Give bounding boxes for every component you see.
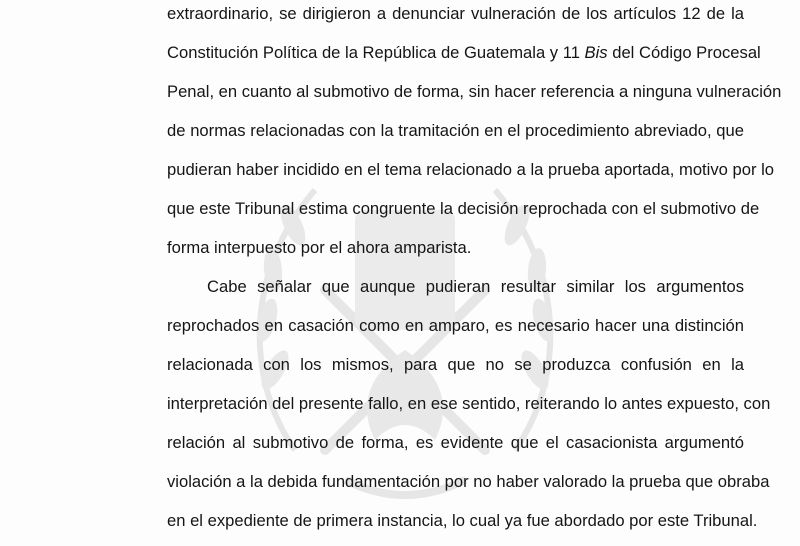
paragraph-1-line-2 <box>167 42 761 64</box>
line-2-start: Constitución Política de la República de Guatemala y 11 <box>167 43 585 62</box>
paragraph-2-line-3: relacionada con los mismos, para que no se produzca confusión en la <box>167 355 744 374</box>
paragraph-2-line-5: relación al submotivo de forma, es evidente que el casacionista argumentó <box>167 433 744 452</box>
paragraph-2-line-6: violación a la debida fundamentación por no haber valorado la prueba que obraba <box>167 472 770 491</box>
paragraph-1-line-5: pudieran haber incidido en el tema relacionado a la prueba aportada, motivo por lo <box>167 160 774 179</box>
paragraph-1-line-4: de normas relacionadas con la tramitación en el procedimiento abreviado, que <box>167 121 744 140</box>
paragraph-1-line-7: forma interpuesto por el ahora amparista. <box>167 238 472 257</box>
paragraph-2-line-1: Cabe señalar que aunque pudieran resultar similar los argumentos <box>207 277 744 296</box>
paragraph-1-line-3: Penal, en cuanto al submotivo de forma, sin hacer referencia a ninguna vulneración <box>167 82 782 101</box>
paragraph-1-line-6: que este Tribunal estima congruente la decisión reprochada con el submotivo de <box>167 199 760 218</box>
bis-italic: Bis <box>584 43 608 62</box>
line-2-end: del Código Procesal <box>607 43 761 62</box>
paragraph-2-line-4: interpretación del presente fallo, en ese sentido, reiterando lo antes expuesto, con <box>167 394 771 413</box>
paragraph-1-line-1: extraordinario, se dirigieron a denunciar vulneración de los artículos 12 de la <box>167 4 744 23</box>
paragraph-2-line-2: reprochados en casación como en amparo, es necesario hacer una distinción <box>167 316 744 335</box>
paragraph-2-line-7: en el expediente de primera instancia, lo cual ya fue abordado por este Tribunal. <box>167 511 758 530</box>
